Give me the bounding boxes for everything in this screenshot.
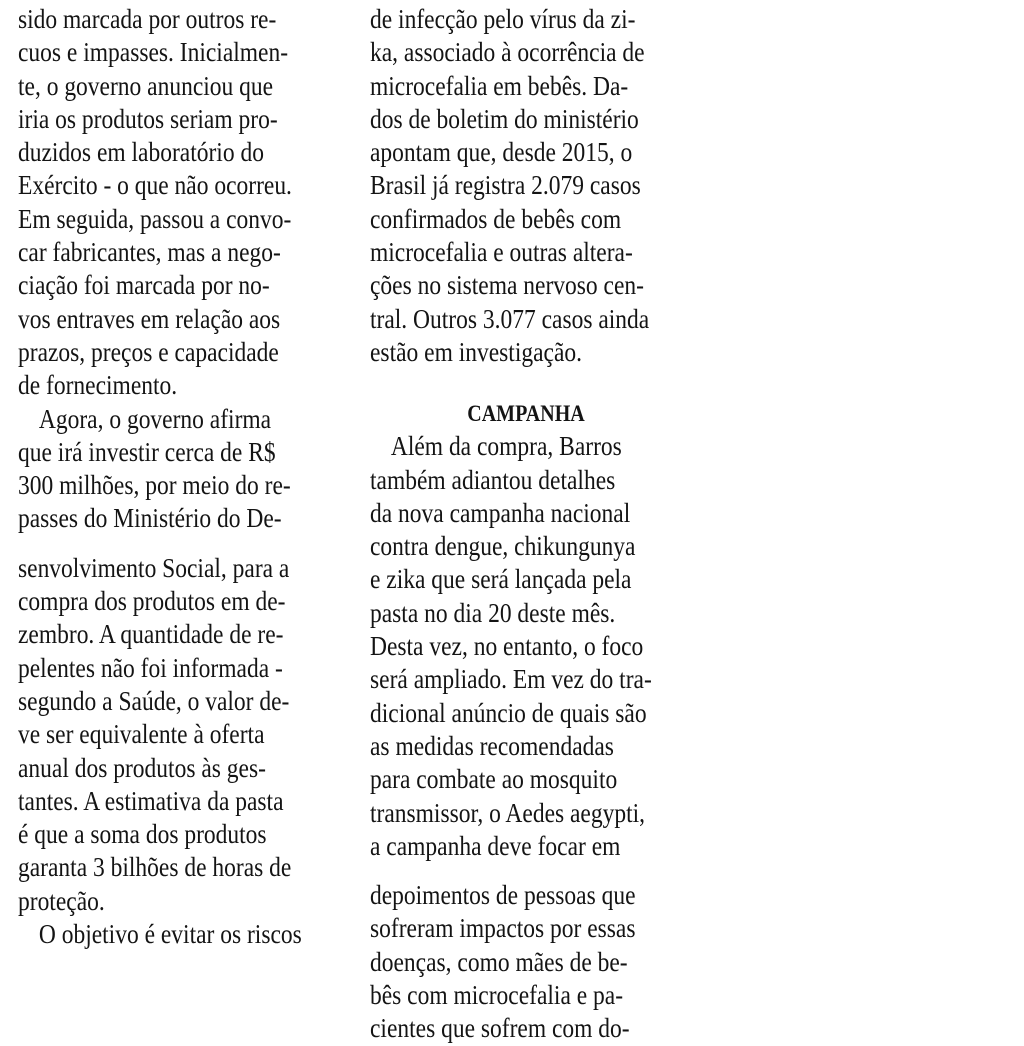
text-line: as medidas recomendadas (370, 730, 614, 761)
text-line: pelentes não foi informada - (18, 652, 283, 683)
left-column (18, 0, 328, 951)
text-line: anual dos produtos às ges- (18, 752, 266, 783)
text-line: iria os produtos seriam pro- (18, 103, 278, 134)
text-line: de fornecimento. (18, 370, 178, 401)
text-line: Além da compra, Barros (390, 431, 622, 462)
text-line: vos entraves em relação aos (18, 303, 281, 334)
text-line: é que a soma dos produtos (18, 819, 267, 850)
text-line: ka, associado à ocorrência de (370, 37, 645, 68)
text-line: pasta no dia 20 deste mês. (370, 597, 616, 628)
text-line: e zika que será lançada pela (370, 564, 632, 595)
text-line: ciação foi marcada por no- (18, 270, 270, 301)
column-break (18, 536, 328, 552)
text-line: O objetivo é evitar os riscos (38, 919, 302, 950)
left-block-1 (18, 3, 328, 536)
text-line: te, o governo anunciou que (18, 70, 274, 101)
text-line: passes do Ministério do De- (18, 503, 282, 534)
right-block-2 (370, 430, 682, 863)
text-line: Brasil já registra 2.079 casos (370, 170, 641, 201)
text-line: bês com microcefalia e pa- (370, 980, 624, 1011)
text-line: Exército - o que não ocorreu. (18, 170, 292, 201)
right-block-3 (370, 879, 682, 1045)
left-block-2 (18, 552, 328, 952)
text-line: proteção. (18, 885, 105, 916)
text-line: estão em investigação. (370, 336, 582, 367)
text-line: compra dos produtos em de- (18, 586, 286, 617)
right-column (370, 0, 682, 1046)
text-line: garanta 3 bilhões de horas de (18, 852, 292, 883)
text-line: da nova campanha nacional (370, 497, 631, 528)
text-line: Em seguida, passou a convo- (18, 203, 292, 234)
text-line: dos de boletim do ministério (370, 103, 639, 134)
text-line: 300 milhões, por meio do re- (18, 470, 291, 501)
text-line: segundo a Saúde, o valor de- (18, 685, 290, 716)
text-line: zembro. A quantidade de re- (18, 619, 284, 650)
text-line: duzidos em laboratório do (18, 137, 264, 168)
text-line: car fabricantes, mas a nego- (18, 237, 281, 268)
text-line: será ampliado. Em vez do tra- (370, 664, 652, 695)
text-line: contra dengue, chikungunya (370, 531, 636, 562)
section-break (370, 369, 682, 397)
text-line: microcefalia e outras altera- (370, 237, 633, 268)
text-line: apontam que, desde 2015, o (370, 137, 633, 168)
text-line: confirmados de bebês com (370, 203, 622, 234)
text-line: tral. Outros 3.077 casos ainda (370, 303, 650, 334)
section-subheading: CAMPANHA (467, 401, 585, 427)
text-line: transmissor, o Aedes aegypti, (370, 797, 646, 828)
text-line: também adiantou detalhes (370, 464, 616, 495)
text-line: ve ser equivalente à oferta (18, 719, 265, 750)
text-line: sido marcada por outros re- (18, 4, 277, 34)
text-line: microcefalia em bebês. Da- (370, 70, 629, 101)
text-line: depoimentos de pessoas que (370, 880, 636, 911)
text-line: tantes. A estimativa da pasta (18, 785, 284, 816)
text-line: cientes que sofrem com do- (370, 1013, 630, 1044)
text-line: senvolvimento Social, para a (18, 552, 290, 583)
text-line: de infecção pelo vírus da zi- (370, 4, 636, 34)
text-line: ções no sistema nervoso cen- (370, 270, 644, 301)
column-break (370, 863, 682, 879)
text-line: prazos, preços e capacidade (18, 336, 279, 367)
text-line: dicional anúncio de quais são (370, 697, 647, 728)
text-line: que irá investir cerca de R$ (18, 436, 276, 467)
text-line: Agora, o governo afirma (38, 403, 272, 434)
text-line: Desta vez, no entanto, o foco (370, 631, 644, 662)
text-line: para combate ao mosquito (370, 764, 618, 795)
text-line: cuos e impasses. Inicialmen- (18, 37, 289, 68)
text-line: a campanha deve focar em (370, 830, 621, 861)
text-line: sofreram impactos por essas (370, 913, 636, 944)
text-line: doenças, como mães de be- (370, 946, 628, 977)
right-block-1 (370, 3, 682, 369)
